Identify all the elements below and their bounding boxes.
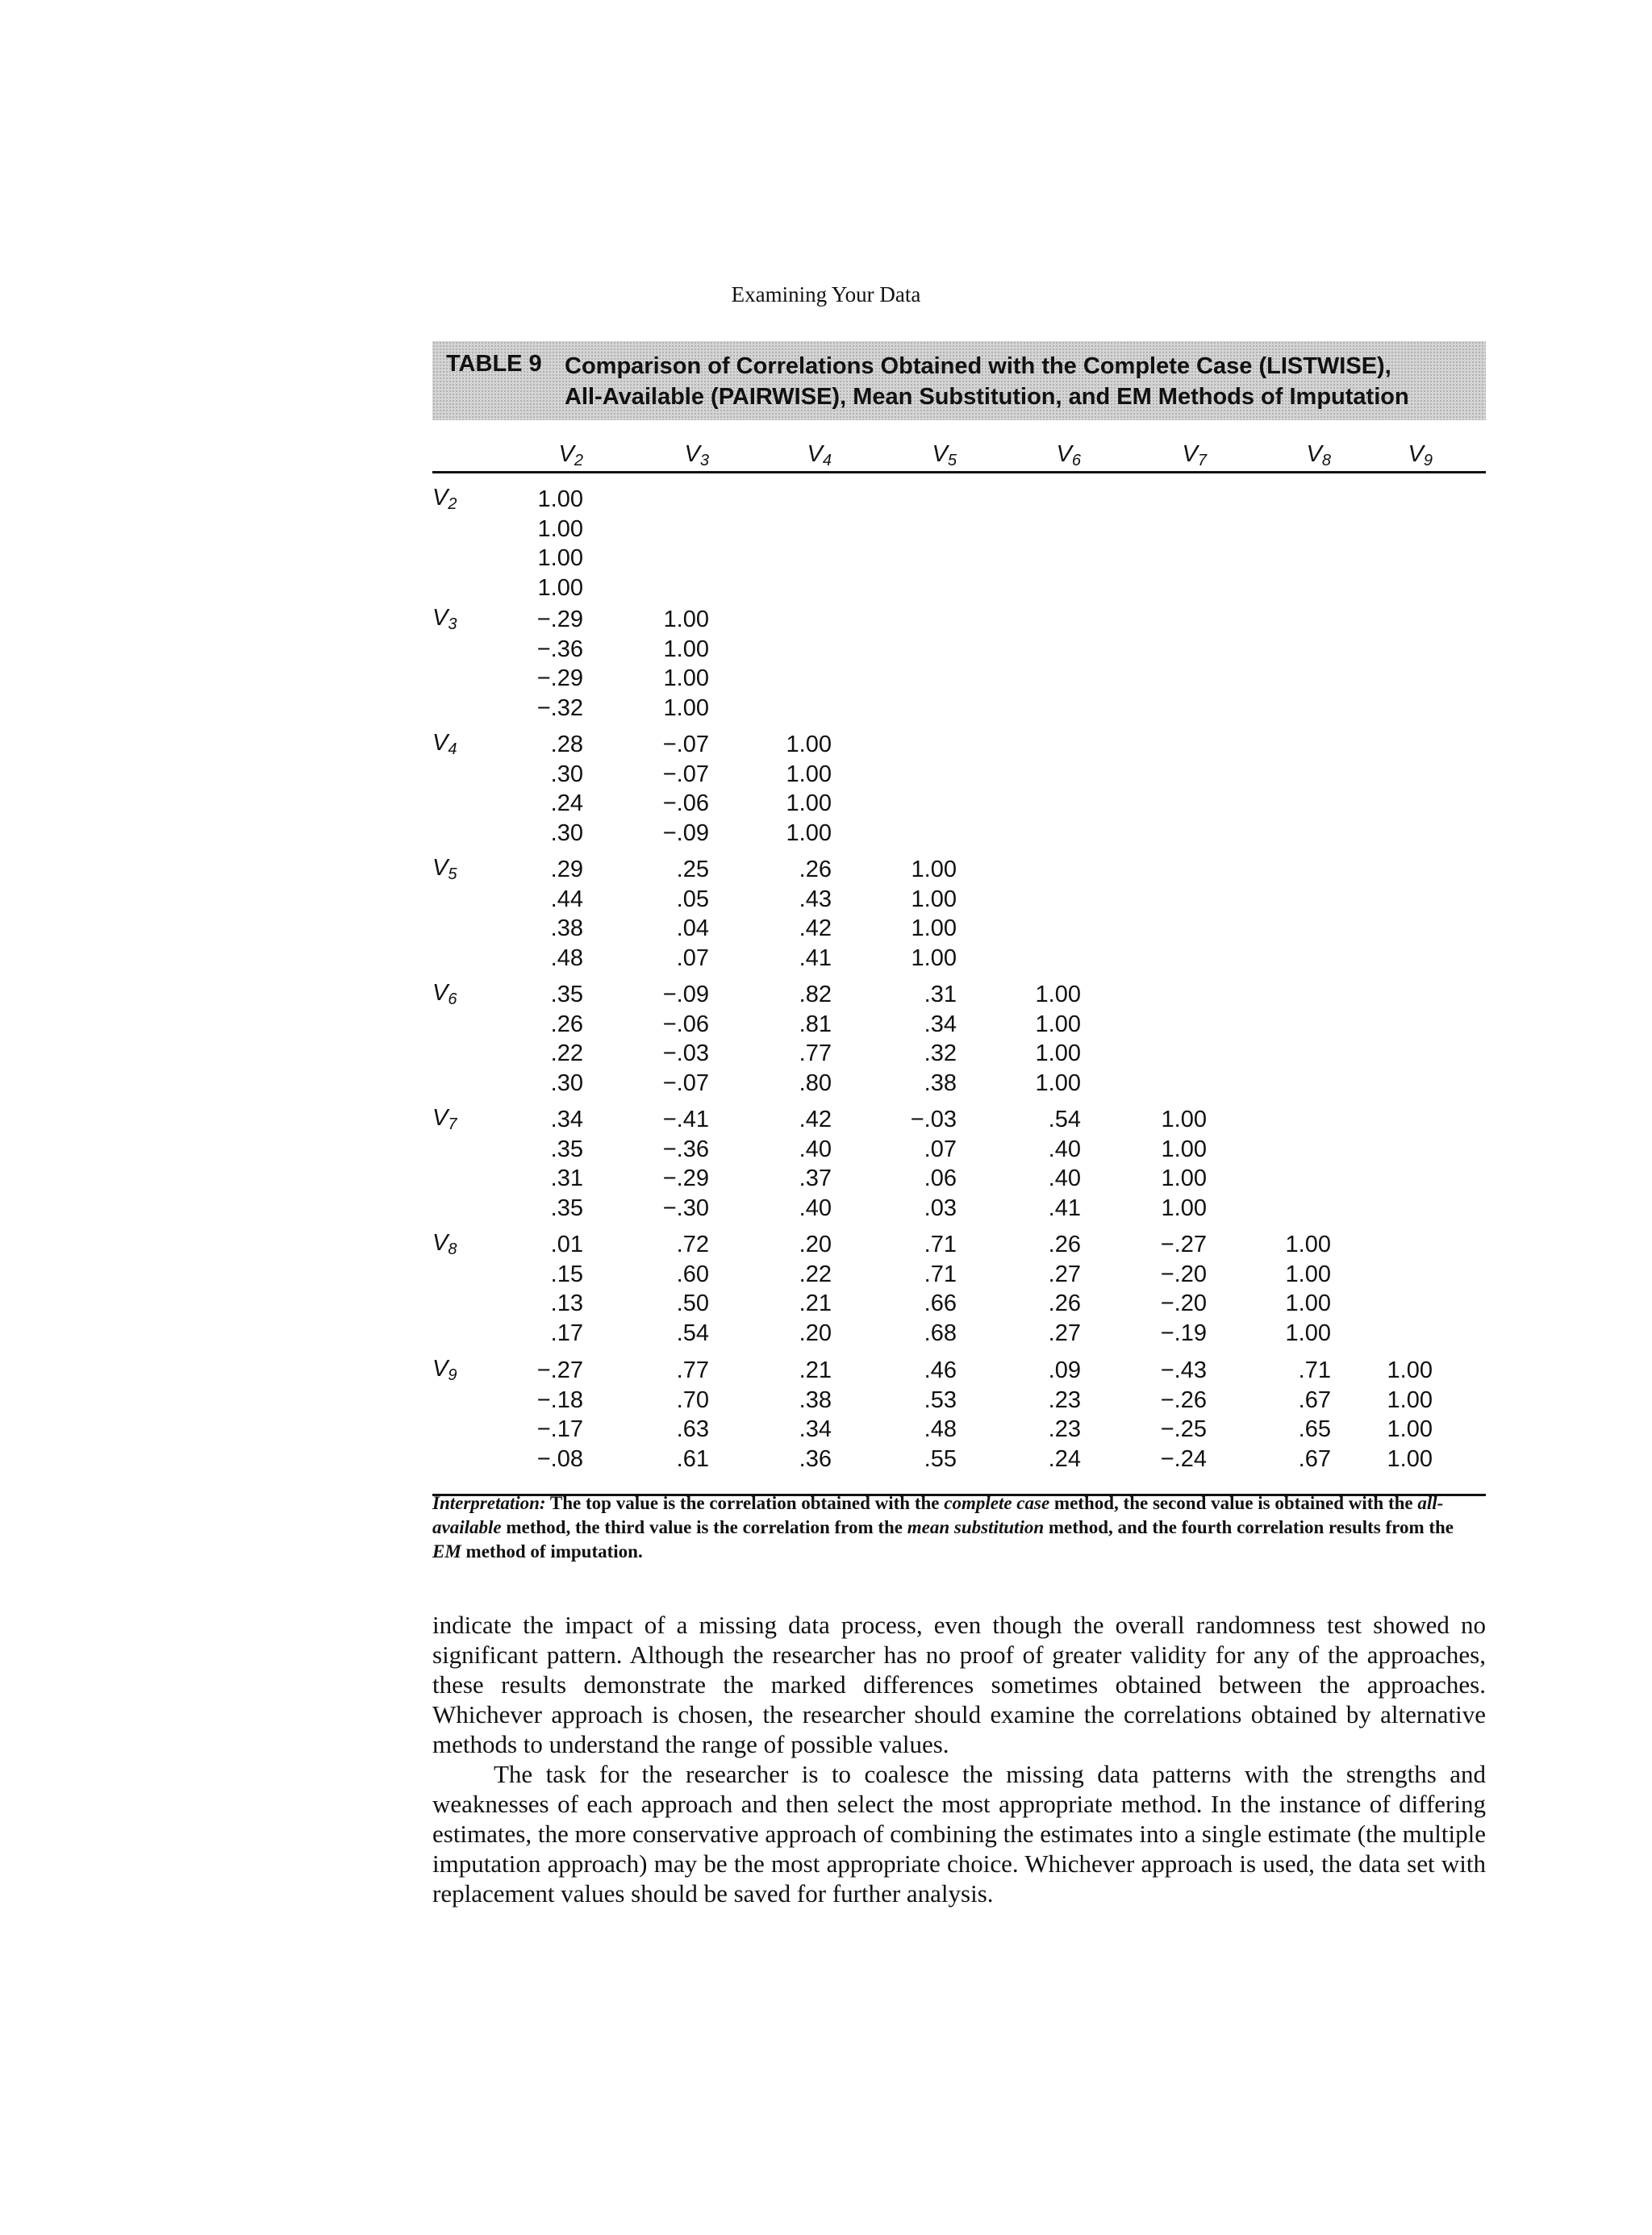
table-cell: .77 xyxy=(676,1357,709,1383)
table-cell: 1.00 xyxy=(1035,1011,1081,1037)
table-cell: .71 xyxy=(924,1232,957,1257)
table-cell: −.07 xyxy=(662,761,709,787)
table-cell: .24 xyxy=(550,790,583,816)
table-cell: .26 xyxy=(1048,1291,1081,1316)
table-cell: .27 xyxy=(1048,1261,1081,1287)
table-cell: .34 xyxy=(550,1107,583,1132)
table-cell: .55 xyxy=(924,1445,957,1472)
table-cell: .42 xyxy=(799,915,832,941)
table-cell: .35 xyxy=(550,1136,583,1162)
row-label-v6: $V_6$ xyxy=(432,980,457,1008)
table-cell: .40 xyxy=(799,1136,832,1162)
table-cell: .23 xyxy=(1048,1416,1081,1442)
table-cell: .29 xyxy=(550,857,583,882)
row-label-v9: $V_9$ xyxy=(432,1356,457,1384)
interpretation-text-5: method of imputation. xyxy=(461,1541,643,1562)
table-cell: −.36 xyxy=(536,636,583,662)
table-cell: 1.00 xyxy=(663,607,709,632)
table-cell: .06 xyxy=(924,1165,957,1191)
row-label-v4: $V_4$ xyxy=(432,730,457,758)
table-cell: −.06 xyxy=(662,790,709,816)
column-header-v2: $V_2$ xyxy=(558,441,583,469)
table-cell: 1.00 xyxy=(911,915,957,941)
table-cell: .30 xyxy=(550,761,583,787)
table-cell: 1.00 xyxy=(537,545,583,571)
table-cell: .03 xyxy=(924,1195,957,1221)
table-cell: 1.00 xyxy=(786,790,832,816)
row-label-v2: $V_2$ xyxy=(432,485,457,513)
table-cell: .41 xyxy=(799,944,832,971)
column-header-v8: $V_8$ xyxy=(1306,441,1331,469)
row-label-v3: $V_3$ xyxy=(432,605,457,633)
table-cell: .07 xyxy=(676,944,709,971)
table-cell: 1.00 xyxy=(537,574,583,601)
table-cell: .82 xyxy=(799,982,832,1007)
table-cell: .38 xyxy=(550,915,583,941)
table-cell: 1.00 xyxy=(1285,1261,1331,1287)
table-cell: .80 xyxy=(799,1070,832,1096)
table-cell: .22 xyxy=(550,1040,583,1066)
table-cell: .21 xyxy=(799,1357,832,1383)
table-cell: −.09 xyxy=(662,982,709,1007)
table-cell: .28 xyxy=(550,732,583,757)
table-number: TABLE 9 xyxy=(446,351,542,377)
interpretation-method-3: mean substitution xyxy=(907,1517,1045,1537)
column-header-v3: $V_3$ xyxy=(684,441,709,469)
table-cell: −.36 xyxy=(662,1136,709,1162)
column-header-v4: $V_4$ xyxy=(807,441,832,469)
table-cell: .81 xyxy=(799,1011,832,1037)
table-cell: .50 xyxy=(676,1291,709,1316)
table-cell: .26 xyxy=(1048,1232,1081,1257)
table-cell: 1.00 xyxy=(911,857,957,882)
table-cell: 1.00 xyxy=(663,665,709,691)
table-cell: .41 xyxy=(1048,1195,1081,1221)
table-cell: .35 xyxy=(550,982,583,1007)
column-header-v6: $V_6$ xyxy=(1056,441,1081,469)
interpretation-method-2: all-available xyxy=(432,1493,1444,1537)
table-cell: .31 xyxy=(550,1165,583,1191)
table-cell: .48 xyxy=(924,1416,957,1442)
table-cell: .60 xyxy=(676,1261,709,1287)
table-cell: .17 xyxy=(550,1320,583,1346)
table-cell: 1.00 xyxy=(1387,1357,1433,1383)
table-cell: 1.00 xyxy=(663,636,709,662)
table-cell: .46 xyxy=(924,1357,957,1383)
table-cell: .25 xyxy=(676,857,709,882)
table-cell: 1.00 xyxy=(1035,1070,1081,1096)
column-header-v5: $V_5$ xyxy=(932,441,957,469)
table-title-line-2: All-Available (PAIRWISE), Mean Substitution, and EM Methods of Imputation xyxy=(565,384,1409,410)
table-body xyxy=(432,473,1486,1496)
body-paragraph-2: The task for the researcher is to coalesce the missing data patterns with the strengths and weaknesses of each approach and then select the most appropriate method. In the instance of differing estimates, the more conservative approach of combining the estimates into a single estimate (the multiple imputation approach) may be the most appropriate choice. Whichever approach is used, the data set with replacement values should be saved for further analysis. xyxy=(432,1760,1486,1908)
table-cell: −.29 xyxy=(536,607,583,632)
table-cell: .27 xyxy=(1048,1320,1081,1346)
table-cell: .38 xyxy=(799,1386,832,1413)
table-cell: −.43 xyxy=(1160,1357,1207,1383)
table-cell: .31 xyxy=(924,982,957,1007)
interpretation-text-3: method, the third value is the correlation from the xyxy=(501,1517,907,1537)
table-cell: .40 xyxy=(799,1195,832,1221)
table-title xyxy=(565,351,1476,412)
table-cell: −.19 xyxy=(1160,1320,1207,1346)
table-cell: .36 xyxy=(799,1445,832,1472)
table-cell: .26 xyxy=(799,857,832,882)
table-cell: 1.00 xyxy=(911,886,957,912)
table-cell: .71 xyxy=(1298,1357,1331,1383)
table-title-line-1: Comparison of Correlations Obtained with the Complete Case (LISTWISE), xyxy=(565,353,1391,379)
table-cell: .13 xyxy=(550,1291,583,1316)
table-cell: −.29 xyxy=(536,665,583,691)
table-cell: .66 xyxy=(924,1291,957,1316)
table-cell: −.20 xyxy=(1160,1261,1207,1287)
table-cell: −.30 xyxy=(662,1195,709,1221)
row-label-v5: $V_5$ xyxy=(432,855,457,883)
table-cell: 1.00 xyxy=(1387,1445,1433,1472)
interpretation-note xyxy=(432,1491,1481,1564)
table-cell: .34 xyxy=(799,1416,832,1442)
table-cell: .54 xyxy=(676,1320,709,1346)
table-cell: .42 xyxy=(799,1107,832,1132)
table-cell: 1.00 xyxy=(1387,1386,1433,1413)
table-cell: .63 xyxy=(676,1416,709,1442)
table-cell: .04 xyxy=(676,915,709,941)
table-cell: .09 xyxy=(1048,1357,1081,1383)
table-cell: .67 xyxy=(1298,1445,1331,1472)
table-cell: 1.00 xyxy=(1387,1416,1433,1442)
table-cell: .34 xyxy=(924,1011,957,1037)
row-label-v7: $V_7$ xyxy=(432,1105,457,1133)
table-cell: .24 xyxy=(1048,1445,1081,1472)
table-cell: −.24 xyxy=(1160,1445,1207,1472)
interpretation-method-4: EM xyxy=(432,1541,461,1562)
table-cell: .65 xyxy=(1298,1416,1331,1442)
table-cell: .35 xyxy=(550,1195,583,1221)
table-cell: .22 xyxy=(799,1261,832,1287)
table-caption xyxy=(432,341,1486,420)
column-header-v7: $V_7$ xyxy=(1182,441,1207,469)
table-cell: 1.00 xyxy=(1035,1040,1081,1066)
table-cell: .44 xyxy=(550,886,583,912)
table-cell: 1.00 xyxy=(1161,1107,1207,1132)
table-cell: 1.00 xyxy=(1161,1165,1207,1191)
table-cell: .20 xyxy=(799,1232,832,1257)
table-cell: .38 xyxy=(924,1070,957,1096)
table-cell: .32 xyxy=(924,1040,957,1066)
interpretation-lead: Interpretation: xyxy=(432,1493,546,1513)
table-cell: .68 xyxy=(924,1320,957,1346)
table-cell: −.29 xyxy=(662,1165,709,1191)
table-cell: −.03 xyxy=(662,1040,709,1066)
table-cell: .48 xyxy=(550,944,583,971)
table-cell: .30 xyxy=(550,1070,583,1096)
table-cell: 1.00 xyxy=(786,732,832,757)
table-cell: −.32 xyxy=(536,694,583,721)
table-cell: −.03 xyxy=(910,1107,957,1132)
table-cell: 1.00 xyxy=(537,515,583,542)
table-cell: 1.00 xyxy=(1285,1320,1331,1346)
table-cell: .26 xyxy=(550,1011,583,1037)
table-cell: 1.00 xyxy=(1161,1136,1207,1162)
table-cell: 1.00 xyxy=(911,944,957,971)
table-cell: .43 xyxy=(799,886,832,912)
table-cell: 1.00 xyxy=(786,819,832,846)
table-cell: .70 xyxy=(676,1386,709,1413)
table-cell: .40 xyxy=(1048,1165,1081,1191)
table-cell: 1.00 xyxy=(1285,1232,1331,1257)
table-header-row xyxy=(432,421,1486,473)
table-cell: .37 xyxy=(799,1165,832,1191)
table-cell: .40 xyxy=(1048,1136,1081,1162)
table-cell: .01 xyxy=(550,1232,583,1257)
table-cell: −.27 xyxy=(1160,1232,1207,1257)
table-cell: −.09 xyxy=(662,819,709,846)
table-cell: .67 xyxy=(1298,1386,1331,1413)
interpretation-text-1: The top value is the correlation obtained with the xyxy=(545,1493,945,1513)
table-cell: .05 xyxy=(676,886,709,912)
table-cell: .30 xyxy=(550,819,583,846)
table-cell: −.20 xyxy=(1160,1291,1207,1316)
table-cell: .77 xyxy=(799,1040,832,1066)
table-cell: −.07 xyxy=(662,732,709,757)
table-cell: .07 xyxy=(924,1136,957,1162)
table-cell: −.41 xyxy=(662,1107,709,1132)
table-cell: −.17 xyxy=(536,1416,583,1442)
row-label-v8: $V_8$ xyxy=(432,1230,457,1258)
table-cell: −.08 xyxy=(536,1445,583,1472)
body-paragraph-1: indicate the impact of a missing data process, even though the overall randomness test showed no significant pattern. Although the researcher has no proof of greater validity for any of the approaches, these results demonstrate the marked differences sometimes obtained between the approaches. Whichever approach is chosen, the researcher should examine the correlations obtained by alternative methods to understand the range of possible values. xyxy=(432,1611,1486,1758)
table-cell: .20 xyxy=(799,1320,832,1346)
table-cell: −.18 xyxy=(536,1386,583,1413)
table-cell: 1.00 xyxy=(786,761,832,787)
table-cell: .72 xyxy=(676,1232,709,1257)
table-cell: .54 xyxy=(1048,1107,1081,1132)
running-head: Examining Your Data xyxy=(731,282,921,306)
table-cell: −.27 xyxy=(536,1357,583,1383)
correlation-table xyxy=(432,421,1486,1496)
table-cell: 1.00 xyxy=(1035,982,1081,1007)
table-cell: −.07 xyxy=(662,1070,709,1096)
interpretation-method-1: complete case xyxy=(944,1493,1050,1513)
table-cell: .21 xyxy=(799,1291,832,1316)
table-cell: 1.00 xyxy=(537,486,583,512)
table-cell: −.26 xyxy=(1160,1386,1207,1413)
interpretation-text-4: method, and the fourth correlation results from the xyxy=(1044,1517,1454,1537)
table-cell: .71 xyxy=(924,1261,957,1287)
column-header-v9: $V_9$ xyxy=(1408,441,1433,469)
table-cell: .53 xyxy=(924,1386,957,1413)
table-cell: .15 xyxy=(550,1261,583,1287)
body-text xyxy=(432,1610,1486,1908)
table-cell: 1.00 xyxy=(1161,1195,1207,1221)
interpretation-text-2: method, the second value is obtained with the xyxy=(1049,1493,1418,1513)
table-cell: 1.00 xyxy=(1285,1291,1331,1316)
table-cell: .23 xyxy=(1048,1386,1081,1413)
table-cell: −.25 xyxy=(1160,1416,1207,1442)
table-cell: −.06 xyxy=(662,1011,709,1037)
table-cell: 1.00 xyxy=(663,694,709,721)
table-cell: .61 xyxy=(676,1445,709,1472)
